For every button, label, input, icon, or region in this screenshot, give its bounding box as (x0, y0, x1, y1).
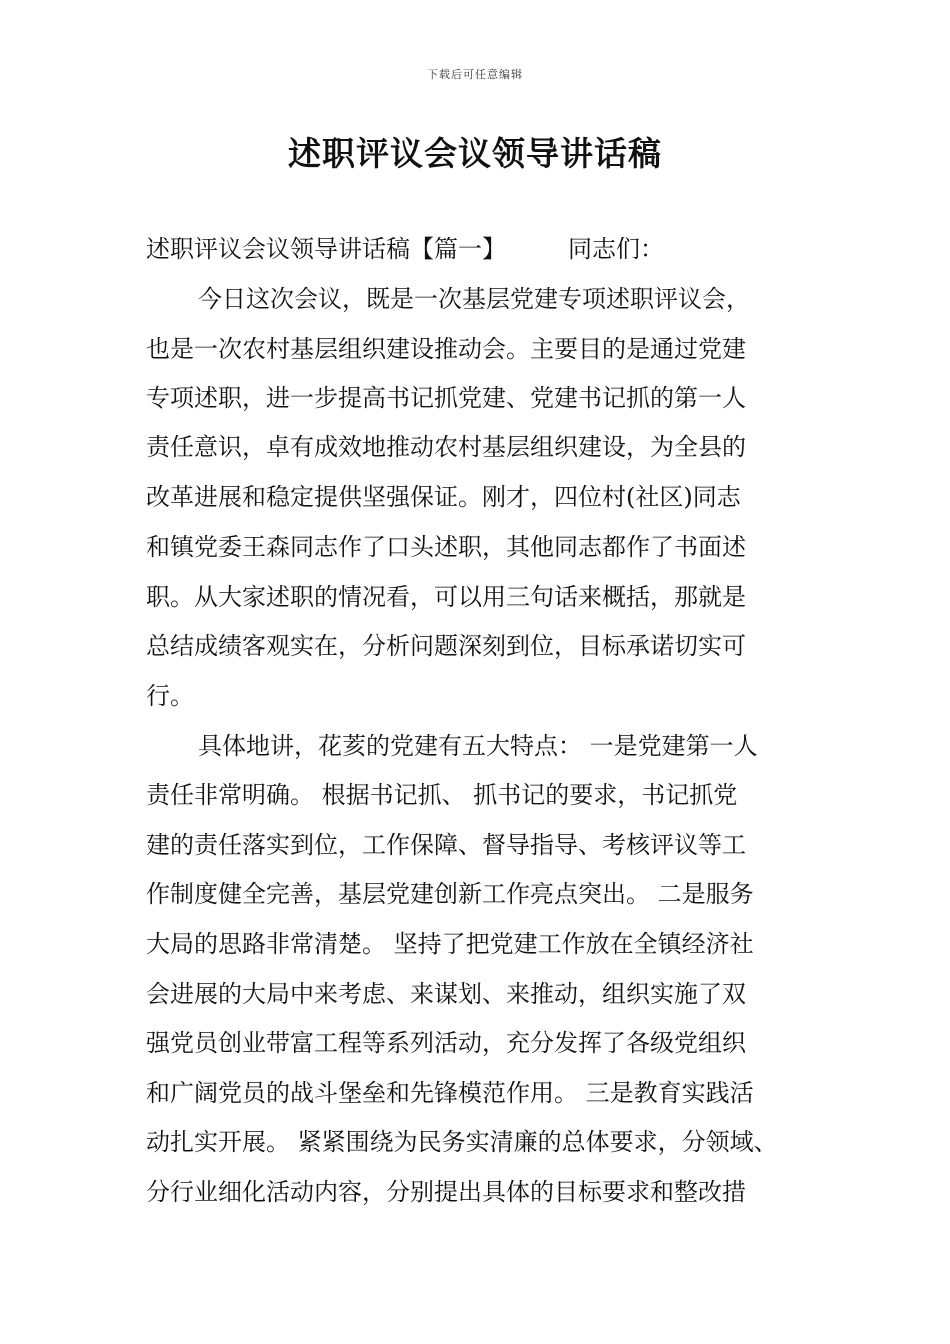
paragraph-line (146, 1078, 806, 1108)
line-text: 专项述职，进一步提高书记抓党建、党建书记抓的第一人 (146, 384, 746, 412)
paragraph-line (146, 1028, 806, 1058)
line-text: 行。 (146, 682, 194, 710)
paragraph-line (146, 879, 806, 909)
intro-greeting: 同志们： (568, 235, 664, 263)
document-title: 述职评议会议领导讲话稿 (288, 134, 662, 173)
line-text: 动扎实开展。 紧紧围绕为民务实清廉的总体要求，分领域、 (146, 1128, 778, 1156)
intro-gap (506, 234, 568, 264)
paragraph-line (146, 1127, 824, 1157)
line-text: 总结成绩客观实在，分析问题深刻到位，目标承诺切实可 (146, 632, 746, 660)
line-text: 强党员创业带富工程等系列活动，充分发挥了各级党组织 (146, 1029, 746, 1057)
line-text: 建的责任落实到位，工作保障、督导指导、考核评议等工 (146, 831, 746, 859)
line-text: 改革进展和稳定提供坚强保证。刚才，四位村(社区)同志 (146, 483, 741, 511)
paragraph-line (146, 1177, 806, 1207)
paragraph-line (146, 830, 806, 860)
line-text: 会进展的大局中来考虑、来谋划、来推动，组织实施了双 (146, 980, 746, 1008)
line-text: 分行业细化活动内容，分别提出具体的目标要求和整改措 (146, 1178, 746, 1206)
paragraph-line (146, 334, 806, 364)
line-text: 也是一次农村基层组织建设推动会。主要目的是通过党建 (146, 335, 746, 363)
paragraph-line (198, 731, 806, 761)
paragraph-line (146, 432, 806, 462)
line-text: 具体地讲，花荄的党建有五大特点： 一是党建第一人 (198, 732, 758, 760)
paragraph-line (146, 582, 806, 612)
paragraph-line (146, 631, 806, 661)
intro-heading: 述职评议会议领导讲话稿【篇一】 (146, 235, 506, 263)
paragraph-line (146, 979, 806, 1009)
paragraph-line (198, 284, 826, 314)
line-text: 责任意识，卓有成效地推动农村基层组织建设，为全县的 (146, 433, 746, 461)
paragraph-line (146, 532, 806, 562)
line-text: 和广阔党员的战斗堡垒和先锋模范作用。 三是教育实践活 (146, 1079, 754, 1107)
header-note: 下载后可任意编辑 (427, 68, 523, 81)
paragraph-line (146, 482, 806, 512)
line-text: 大局的思路非常清楚。 坚持了把党建工作放在全镇经济社 (146, 930, 754, 958)
paragraph-line (146, 383, 806, 413)
line-text: 责任非常明确。 根据书记抓、 抓书记的要求，书记抓党 (146, 781, 738, 809)
line-text: 职。从大家述职的情况看，可以用三句话来概括，那就是 (146, 583, 746, 611)
line-text: 作制度健全完善，基层党建创新工作亮点突出。 二是服务 (146, 880, 754, 908)
intro-line (146, 234, 664, 264)
paragraph-line (146, 929, 806, 959)
paragraph-line (146, 780, 806, 810)
line-text: 今日这次会议，既是一次基层党建专项述职评议会， (198, 285, 750, 313)
paragraph-line (146, 681, 194, 711)
line-text: 和镇党委王森同志作了口头述职，其他同志都作了书面述 (146, 533, 746, 561)
